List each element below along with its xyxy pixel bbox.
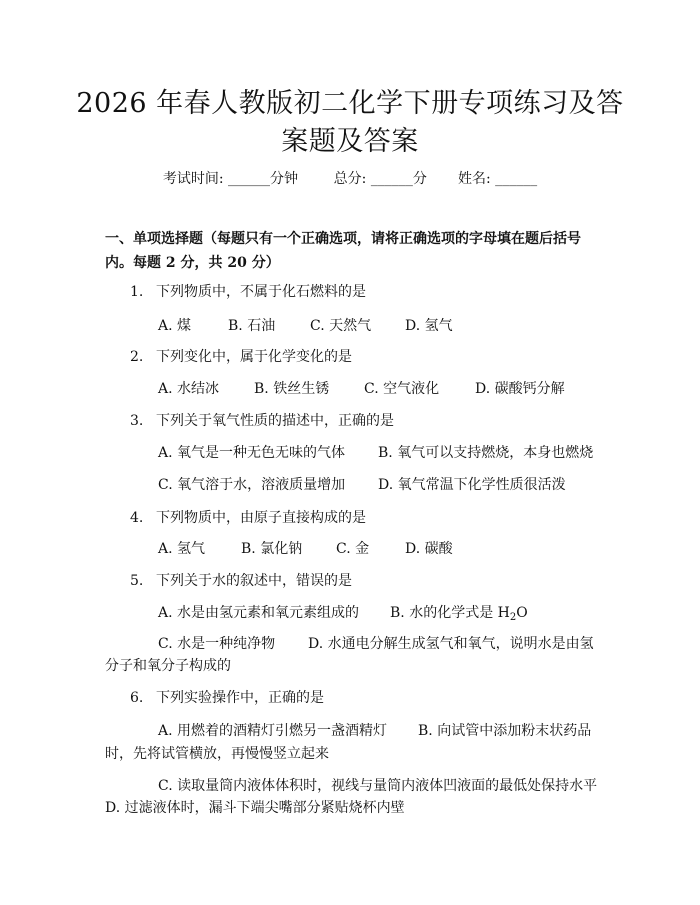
option-d: D. 碳酸 [405,541,453,557]
question-4 [130,507,366,527]
question-5 [130,570,352,590]
option-b: B. 氧气可以支持燃烧，本身也燃烧 [378,445,594,461]
question-3 [130,410,394,430]
option-a: A. 水是由氢元素和氧元素组成的 [158,605,360,621]
time-blank: ______ [228,171,271,187]
question-number: 6. [130,690,144,706]
option-d: D. 碳酸钙分解 [475,381,565,397]
question-number: 5. [130,573,144,589]
time-unit: 分钟 [270,171,299,187]
question-number: 2. [130,349,144,365]
option-b: B. 石油 [228,318,276,334]
question-number: 3. [130,413,144,429]
formula-subscript: 2 [509,612,517,623]
document-title-line-1: 2026 年春人教版初二化学下册专项练习及答 [76,88,624,119]
section-heading-line-1: 一、单项选择题（每题只有一个正确选项，请将正确选项的字母填在题后括号 [105,231,581,247]
option-d: D. 水通电分解生成氢气和氧气，说明水是由氢 [308,636,594,652]
question-number: 4. [130,510,144,526]
option-a: A. 煤 [158,318,192,334]
question-stem: 下列物质中，由原子直接构成的是 [156,510,366,526]
option-b-continuation: 时，先将试管横放，再慢慢竖立起来 [105,746,329,762]
time-label: 考试时间: [162,171,224,187]
exam-info [0,168,700,188]
question-stem: 下列变化中，属于化学变化的是 [156,349,352,365]
option-b: B. 氯化钠 [241,541,303,557]
score-blank: ______ [370,171,413,187]
section-heading [105,227,615,275]
option-b [390,602,528,623]
score-label: 总分: [333,171,367,187]
section-heading-line-2: 内。每题 2 分，共 20 分） [105,255,280,271]
option-b-text: B. 水的化学式是 H [390,605,510,621]
score-unit: 分 [412,171,427,187]
question-number: 1. [130,284,144,300]
question-stem: 下列实验操作中，正确的是 [156,690,324,706]
option-d: D. 氧气常温下化学性质很活泼 [378,477,566,493]
option-d-continuation: 分子和氧分子构成的 [105,658,231,674]
question-stem: 下列物质中，不属于化石燃料的是 [156,284,366,300]
question-1 [130,281,366,301]
name-label: 姓名: [457,171,491,187]
question-stem: 下列关于水的叙述中，错误的是 [156,573,352,589]
option-c: C. 读取量筒内液体体积时，视线与量筒内液体凹液面的最低处保持水平 [158,778,598,794]
name-blank: ______ [495,171,538,187]
option-b: B. 铁丝生锈 [254,381,330,397]
option-c: C. 金 [336,541,370,557]
question-2 [130,346,352,366]
option-c: C. 天然气 [310,318,372,334]
option-c: C. 氧气溶于水，溶液质量增加 [158,477,346,493]
question-6 [130,687,324,707]
option-d: D. 氢气 [405,318,453,334]
option-c: C. 空气液化 [364,381,440,397]
option-a: A. 水结冰 [158,381,220,397]
question-stem: 下列关于氧气性质的描述中，正确的是 [156,413,394,429]
formula-tail: O [516,605,528,621]
option-b: B. 向试管中添加粉末状药品 [418,723,592,739]
option-a: A. 用燃着的酒精灯引燃另一盏酒精灯 [158,723,388,739]
option-d: D. 过滤液体时，漏斗下端尖嘴部分紧贴烧杯内壁 [105,800,405,816]
option-c: C. 水是一种纯净物 [158,636,276,652]
document-title-line-2: 案题及答案 [281,126,419,157]
option-a: A. 氢气 [158,541,206,557]
option-a: A. 氧气是一种无色无味的气体 [158,445,346,461]
